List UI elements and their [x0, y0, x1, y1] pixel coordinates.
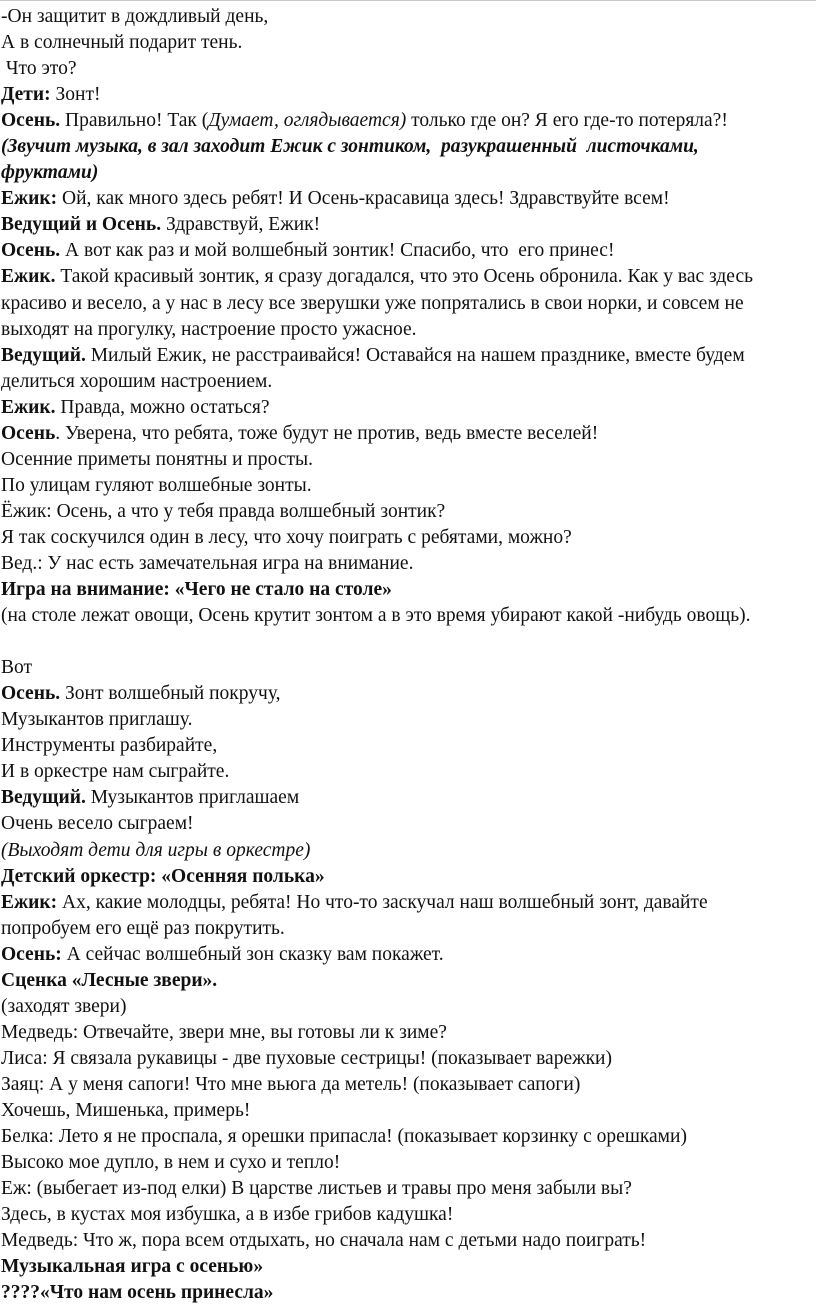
text-line: [1, 994, 816, 1020]
text-run: Медведь: Отвечайте, звери мне, вы готовы ли к зиме?: [1, 1021, 447, 1043]
text-line: [1, 1202, 816, 1228]
text-run: Я так соскучился один в лесу, что хочу поиграть с ребятами, можно?: [1, 526, 572, 548]
text-line: [1, 291, 816, 317]
text-line: [1, 681, 816, 707]
text-run: Такой красивый зонтик, я сразу догадался, что это Осень обронила. Как у вас здесь: [55, 266, 753, 288]
text-run: По улицам гуляют волшебные зонты.: [1, 474, 312, 496]
text-run: Заяц: А у меня сапоги! Что мне вьюга да метель! (показывает сапоги): [1, 1073, 581, 1095]
text-line: [1, 317, 816, 343]
text-line: [1, 1254, 816, 1280]
speaker-label: Ежик:: [1, 188, 58, 210]
text-run: Правда, можно остаться?: [55, 396, 270, 418]
document-page: [1, 4, 816, 1306]
text-line: [1, 759, 816, 785]
text-line: [1, 395, 816, 421]
text-line: [1, 238, 816, 264]
text-line: [1, 890, 816, 916]
text-line: [1, 551, 816, 577]
text-run: Здравствуй, Ежик!: [161, 214, 321, 236]
text-run: красиво и весело, а у нас в лесу все зверушки уже попрятались в свои норки, и совсем не: [1, 292, 744, 314]
text-run: попробуем его ещё раз покрутить.: [1, 917, 285, 939]
text-run: Еж: (выбегает из-под елки) В царстве листьев и травы про меня забыли вы?: [1, 1178, 632, 1200]
text-line: [1, 82, 816, 108]
text-run: только где он? Я его где-то потеряла?!: [406, 110, 728, 132]
text-line: [1, 264, 816, 290]
text-line: [1, 1228, 816, 1254]
speaker-label: Сценка «Лесные звери».: [1, 969, 218, 991]
text-line: [1, 56, 816, 82]
text-line: [1, 525, 816, 551]
text-line: [1, 343, 816, 369]
text-line: [1, 473, 816, 499]
text-line: [1, 1150, 816, 1176]
text-run: Здесь, в кустах моя избушка, а в избе грибов кадушка!: [1, 1204, 454, 1226]
speaker-label: Осень:: [1, 943, 62, 965]
text-run: А в солнечный подарит тень.: [1, 32, 243, 54]
text-line: [1, 864, 816, 890]
text-run: Ёжик: Осень, а что у тебя правда волшебный зонтик?: [1, 500, 446, 522]
text-line: [1, 421, 816, 447]
text-run: Вед.: У нас есть замечательная игра на внимание.: [1, 552, 414, 574]
text-line: [1, 707, 816, 733]
speaker-label: Ежик.: [1, 396, 56, 418]
text-line: [1, 1020, 816, 1046]
text-line: [1, 369, 816, 395]
text-run: Что это?: [1, 58, 77, 80]
text-run: Правильно! Так (: [60, 110, 209, 132]
text-run: Музыкантов приглашаем: [85, 787, 300, 809]
speaker-label: Ведущий.: [1, 787, 86, 809]
text-line: [1, 134, 816, 160]
text-line: [1, 733, 816, 759]
text-run: Вот: [1, 657, 33, 679]
text-run: Инструменты разбирайте,: [1, 735, 218, 757]
speaker-label: Осень: [1, 422, 56, 444]
text-line: [1, 1046, 816, 1072]
text-run: (заходят звери): [1, 995, 127, 1017]
text-run: Музыкантов приглашу.: [1, 709, 193, 731]
text-run: (на столе лежат овощи, Осень крутит зонтом а в это время убирают какой -нибудь овощь).: [1, 605, 751, 627]
text-line: [1, 1280, 816, 1306]
speaker-label: Детский оркестр: «Осенняя полька»: [1, 865, 325, 887]
text-run: Очень весело сыграем!: [1, 813, 194, 835]
stage-direction: (Звучит музыка, в зал заходит Ежик с зонтиком, разукрашенный листочками,: [1, 136, 699, 158]
text-line: [1, 603, 816, 629]
text-line: [1, 1124, 816, 1150]
text-line: [1, 811, 816, 837]
speaker-label: Осень.: [1, 110, 61, 132]
speaker-label: ????«Что нам осень принесла»: [1, 1282, 274, 1304]
text-run: Зонт!: [50, 84, 101, 106]
text-line: [1, 838, 816, 864]
text-line: [1, 577, 816, 603]
text-run: выходят на прогулку, настроение просто ужасное.: [1, 318, 417, 340]
text-run: Медведь: Что ж, пора всем отдыхать, но сначала нам с детьми надо поиграть!: [1, 1230, 647, 1252]
text-line: [1, 1098, 816, 1124]
stage-direction: Думает, оглядывается): [208, 110, 407, 132]
text-line: [1, 447, 816, 473]
text-line: [1, 108, 816, 134]
stage-direction: фруктами): [1, 162, 99, 184]
text-line: [1, 30, 816, 56]
text-run: А сейчас волшебный зон сказку вам покажет.: [61, 943, 444, 965]
text-run: Высоко мое дупло, в нем и сухо и тепло!: [1, 1152, 341, 1174]
text-line: [1, 4, 816, 30]
text-run: Лиса: Я связала рукавицы - две пуховые сестрицы! (показывает варежки): [1, 1047, 612, 1069]
blank-line: [1, 629, 816, 655]
text-line: [1, 942, 816, 968]
text-run: Милый Ежик, не расстраивайся! Оставайся на нашем празднике, вместе будем: [85, 344, 745, 366]
speaker-label: Ежик:: [1, 891, 58, 913]
text-run: Хочешь, Мишенька, примерь!: [1, 1099, 251, 1121]
text-run: -Он защитит в дождливый день,: [1, 6, 269, 27]
speaker-label: Музыкальная игра с осенью»: [1, 1256, 264, 1278]
speaker-label: Ведущий и Осень.: [1, 214, 162, 236]
text-run: Ой, как много здесь ребят! И Осень-красавица здесь! Здравствуйте всем!: [57, 188, 670, 210]
text-line: [1, 499, 816, 525]
speaker-label: Осень.: [1, 683, 61, 705]
text-line: [1, 1176, 816, 1202]
speaker-label: Ведущий.: [1, 344, 86, 366]
text-run: Зонт волшебный покручу,: [60, 683, 281, 705]
stage-direction: (Выходят дети для игры в оркестре): [1, 839, 311, 861]
speaker-label: Дети:: [1, 84, 51, 106]
text-line: [1, 160, 816, 186]
text-line: [1, 785, 816, 811]
text-line: [1, 212, 816, 238]
text-line: [1, 916, 816, 942]
text-run: делиться хорошим настроением.: [1, 370, 273, 392]
speaker-label: Осень.: [1, 240, 61, 262]
text-line: [1, 1072, 816, 1098]
text-line: [1, 655, 816, 681]
text-run: А вот как раз и мой волшебный зонтик! Спасибо, что его принес!: [60, 240, 615, 262]
text-line: [1, 186, 816, 212]
text-run: И в оркестре нам сыграйте.: [1, 761, 230, 783]
text-run: Осенние приметы понятны и просты.: [1, 448, 313, 470]
text-run: Белка: Лето я не проспала, я орешки припасла! (показывает корзинку с орешками): [1, 1126, 687, 1148]
text-run: Ах, какие молодцы, ребята! Но что-то заскучал наш волшебный зонт, давайте: [57, 891, 708, 913]
text-run: . Уверена, что ребята, тоже будут не против, ведь вместе веселей!: [55, 422, 599, 444]
text-line: [1, 968, 816, 994]
speaker-label: Ежик.: [1, 266, 56, 288]
speaker-label: Игра на внимание: «Чего не стало на столе»: [1, 579, 392, 601]
